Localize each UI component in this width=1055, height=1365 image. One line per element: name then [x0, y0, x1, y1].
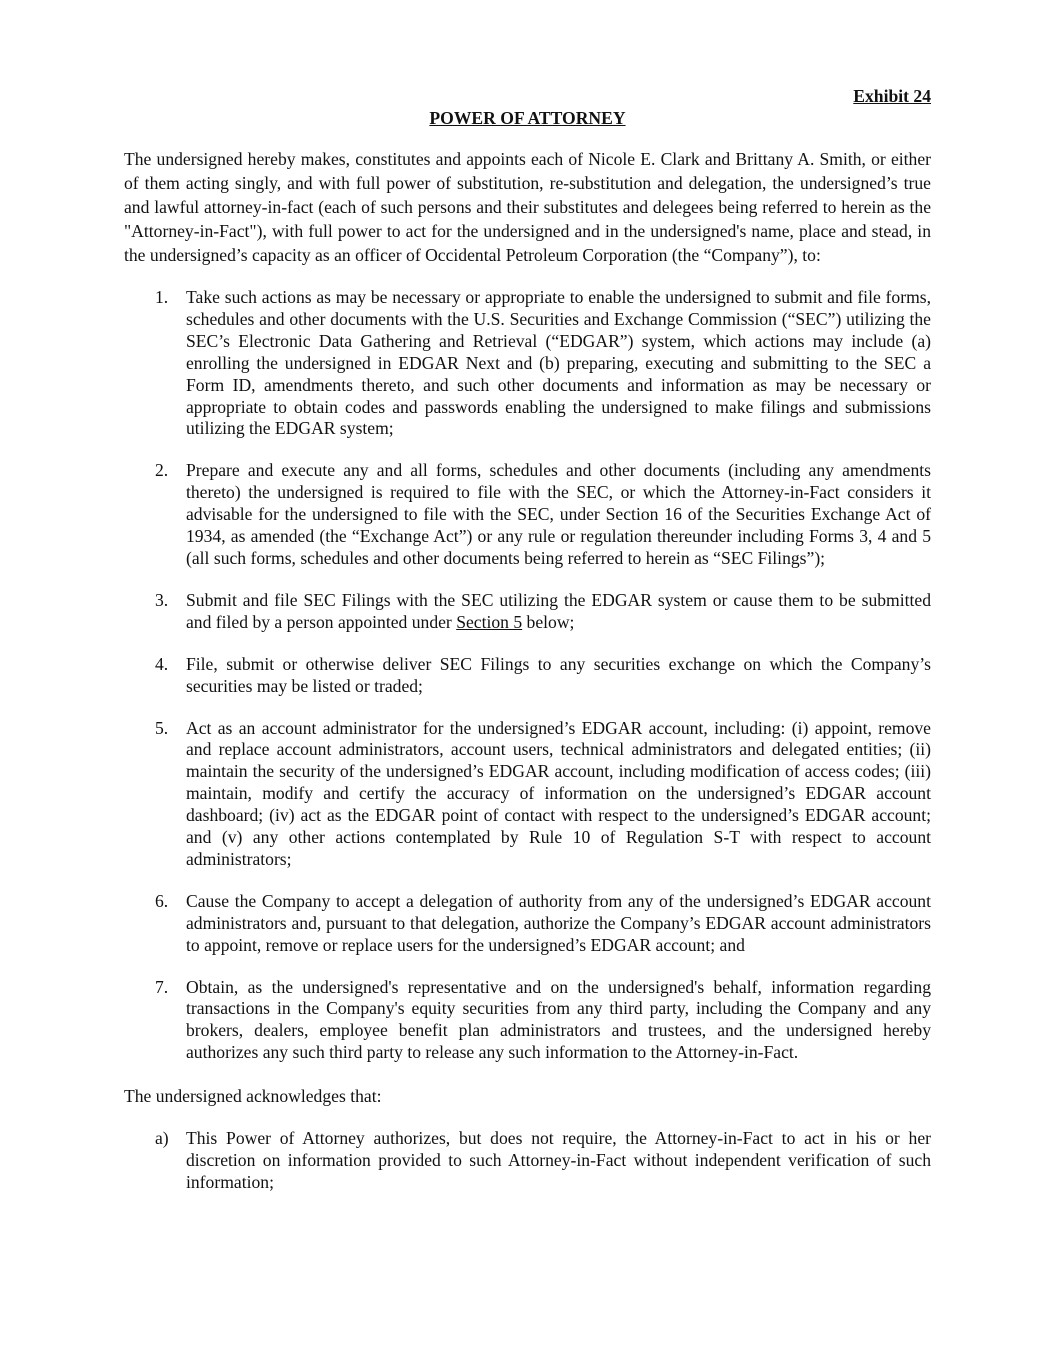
- power-item-2: [124, 460, 931, 570]
- power-text: Take such actions as may be necessary or appropriate to enable the undersigned to submit and file forms, schedules and other documents with the U.S. Securities and Exchange Commission (“SEC”) utilizing the SEC’s Electronic Data Gathering and Retrieval (“EDGAR”) system, which actions may include (a) enrolling the undersigned in EDGAR Next and (b) preparing, executing and submitting to the SEC a Form ID, amendments thereto, and such other documents and information as may be necessary or appropriate to obtain codes and passwords enabling the undersigned to make filings and submissions utilizing the EDGAR system;: [186, 287, 931, 439]
- power-text: Obtain, as the undersigned's representative and on the undersigned's behalf, information regarding transactions in the Company's equity securities from any third party, including the Company and any brokers, dealers, employee benefit plan administrators and trustees, and the undersigned hereby authorizes any such third party to release any such information to the Attorney-in-Fact.: [186, 976, 931, 1063]
- power-item-1: [124, 287, 931, 440]
- list-marker: 3.: [155, 589, 169, 610]
- power-item-6: [124, 891, 931, 957]
- list-marker: 2.: [155, 460, 169, 481]
- power-text: Prepare and execute any and all forms, schedules and other documents (including any amendments thereto) the undersigned is required to file with the SEC, or which the Attorney-in-Fact considers it advisable for the undersigned to file with the SEC, under Section 16 of the Securities Exchange Act of 1934, as amended (the “Exchange Act”) or any rule or regulation thereunder including Forms 3, 4 and 5 (all such forms, schedules and other documents being referred to herein as “SEC Filings”);: [186, 460, 931, 568]
- acknowledgments-list: [124, 1128, 931, 1194]
- power-text-before: Submit and file SEC Filings with the SEC utilizing the EDGAR system or cause them to be submitted and filed by a person appointed under: [186, 589, 931, 632]
- list-marker: 4.: [155, 653, 169, 674]
- power-text: File, submit or otherwise deliver SEC Filings to any securities exchange on which the Company’s securities may be listed or traded;: [186, 653, 931, 696]
- list-marker: 5.: [155, 717, 169, 738]
- document-title: POWER OF ATTORNEY: [429, 108, 626, 128]
- acknowledgment-item-a: [124, 1128, 931, 1194]
- power-item-7: [124, 977, 931, 1065]
- list-marker: 1.: [155, 287, 169, 307]
- power-text: Cause the Company to accept a delegation of authority from any of the undersigned’s EDGAR account administrators and, pursuant to that delegation, authorize the Company’s EDGAR account administrators to appoint, remove or replace users for the undersigned’s EDGAR account; and: [186, 890, 931, 955]
- power-item-5: [124, 718, 931, 871]
- power-item-3: [124, 590, 931, 634]
- power-text: Act as an account administrator for the undersigned’s EDGAR account, including: (i) appoint, remove and replace account administrators, account users, technical administrators and delegated entities; (ii) maintain the security of the undersigned’s EDGAR account, including modification of access codes; (iii) maintain, modify and certify the accuracy of information on the undersigned’s EDGAR account dashboard; (iv) act as the EDGAR point of contact with respect to the undersigned’s EDGAR account; and (v) any other actions contemplated by Rule 10 of Regulation S-T with respect to account administrators;: [186, 717, 931, 869]
- acknowledgment-text: This Power of Attorney authorizes, but does not require, the Attorney-in-Fact to act in his or her discretion on information provided to such Attorney-in-Fact without independent verification of such information;: [186, 1128, 931, 1192]
- list-marker: a): [155, 1128, 169, 1149]
- power-item-4: [124, 654, 931, 698]
- list-marker: 6.: [155, 890, 169, 911]
- power-text-after: below;: [522, 611, 575, 632]
- section-5-reference: Section 5: [456, 611, 523, 632]
- intro-paragraph: The undersigned hereby makes, constitutes and appoints each of Nicole E. Clark and Brittany A. Smith, or either of them acting singly, and with full power of substitution, re-substitution and delegation, the undersigned’s true and lawful attorney-in-fact (each of such persons and their substitutes and delegees being referred to herein as the "Attorney-in-Fact"), with full power to act for the undersigned and in the undersigned's name, place and stead, in the undersigned’s capacity as an officer of Occidental Petroleum Corporation (the “Company”), to:: [124, 149, 931, 265]
- powers-list: [124, 287, 931, 1064]
- exhibit-label: Exhibit 24: [853, 86, 931, 106]
- power-text: [186, 590, 931, 632]
- list-marker: 7.: [155, 976, 169, 997]
- document-page: [124, 86, 931, 1194]
- acknowledgment-intro: The undersigned acknowledges that:: [124, 1086, 382, 1107]
